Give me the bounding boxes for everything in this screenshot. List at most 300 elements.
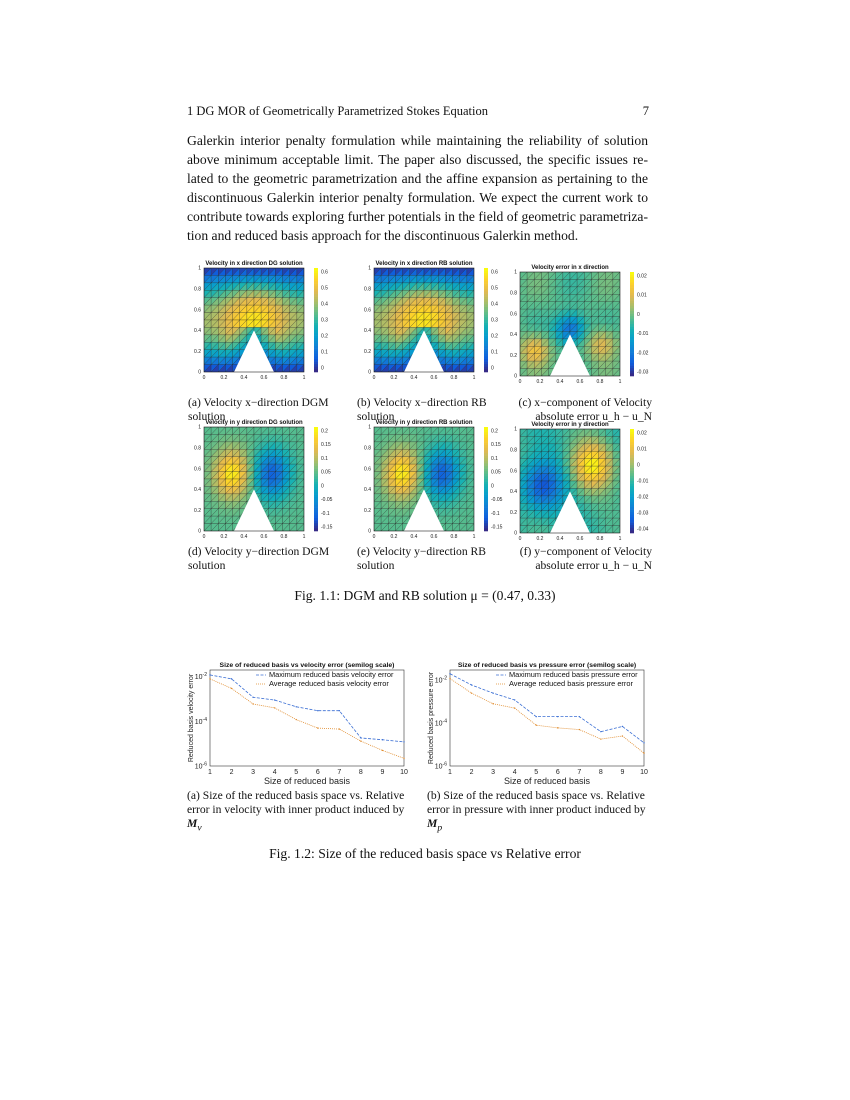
colorbar-segment [314,273,318,276]
colorbar-segment [314,505,318,508]
colorbar-segment [630,502,634,505]
colorbar-label: 0.5 [321,285,328,292]
y-tick-label: 0.2 [510,352,517,359]
colorbar-segment [314,450,318,453]
subcaption-line: (e) Velocity y−direction RB [357,545,486,558]
colorbar-segment [314,471,318,474]
x-tick-label: 1 [302,375,306,381]
colorbar-segment [314,440,318,443]
y-tick-label: $10^{-2}$ [434,675,447,685]
colorbar-segment [314,476,318,479]
y-tick-label: $10^{-4}$ [194,716,207,726]
colorbar-segment [484,508,488,511]
colorbar-segment [314,461,318,464]
x-tick-label: 10 [640,769,648,776]
legend-label: Maximum reduced basis velocity error [269,670,394,679]
colorbar-segment [630,303,634,306]
colorbar-segment [484,278,488,281]
colorbar-segment [630,520,634,523]
colorbar-segment [630,468,634,471]
colorbar-label: 0.02 [637,273,647,280]
colorbar-segment [314,443,318,446]
colorbar-segment [484,497,488,500]
x-tick-label: 0.4 [410,375,418,381]
colorbar-segment [314,278,318,281]
data-point [622,735,623,736]
data-point [339,728,340,729]
colorbar-segment [484,289,488,292]
colorbar-label: -0.02 [637,494,649,501]
colorbar-segment [484,502,488,505]
x-tick-label: 0.6 [576,379,584,385]
subcaption-b [357,396,507,424]
colorbar-segment [630,437,634,440]
pressure-error-chart [426,658,656,786]
x-tick-label: 0.4 [240,534,248,540]
colorbar-label: 0.02 [637,430,647,437]
data-point [536,716,537,717]
colorbar-segment [630,442,634,445]
y-tick-label: 0.6 [194,307,201,314]
colorbar-segment [484,341,488,344]
colorbar-segment [314,458,318,461]
colorbar-segment [630,515,634,518]
y-tick-label: 0.2 [364,507,371,514]
x-tick-label: 4 [272,769,277,776]
x-tick-label: 9 [620,769,625,776]
colorbar-segment [314,432,318,435]
colorbar-label: 0.2 [491,333,498,340]
colorbar-label: -0.03 [637,510,649,517]
colorbar-segment [484,315,488,318]
subcaption-line: solution [357,559,395,572]
x-tick-label: 1 [472,534,476,540]
colorbar-segment [314,510,318,513]
data-point [622,726,623,727]
colorbar-segment [314,495,318,498]
colorbar-segment [484,523,488,526]
colorbar-segment [484,456,488,459]
colorbar-segment [484,453,488,456]
colorbar-segment [484,469,488,472]
colorbar-segment [314,456,318,459]
colorbar-segment [314,320,318,323]
para-line: discontinuous Galerkin interior penalty formulation. We expect the current work to [187,190,648,206]
colorbar-segment [314,453,318,456]
colorbar-segment [314,469,318,472]
colorbar-segment [314,521,318,524]
pressure-error-svg [426,658,656,786]
colorbar-segment [630,465,634,468]
colorbar-segment [314,307,318,310]
solution-plot [186,417,336,545]
colorbar-segment [630,460,634,463]
colorbar-segment [314,346,318,349]
subcaption-line: solution [188,559,226,572]
para-line: tion and reduced basis approach for the discontinuous Galerkin method. [187,228,579,244]
solution-panel [356,258,506,386]
body-paragraph [187,131,648,246]
y-tick-label: 0.8 [510,290,517,297]
x-tick-label: 0.2 [536,379,544,385]
colorbar-segment [314,448,318,451]
colorbar-label: -0.05 [321,497,333,504]
colorbar-label: -0.15 [321,524,333,531]
subcaption-2b [427,789,652,835]
colorbar-segment [314,276,318,279]
x-tick-label: 0.2 [220,534,228,540]
colorbar-segment [484,432,488,435]
colorbar-label: 0 [321,365,324,372]
colorbar-segment [630,316,634,319]
y-tick-label: 0.6 [364,307,371,314]
colorbar-segment [314,463,318,466]
colorbar-segment [630,486,634,489]
colorbar-segment [484,304,488,307]
colorbar-label: 0.01 [637,446,647,453]
colorbar-segment [484,356,488,359]
colorbar-segment [630,277,634,280]
colorbar-segment [314,482,318,485]
x-tick-label: 0.2 [536,536,544,542]
subcaption-d [188,545,348,573]
x-tick-label: 0.8 [280,375,288,381]
x-tick-label: 0.8 [596,536,604,542]
series-line [450,679,644,754]
colorbar-segment [484,440,488,443]
data-point [449,678,450,679]
colorbar-segment [484,362,488,365]
colorbar-segment [630,358,634,361]
colorbar-segment [630,484,634,487]
y-axis-label: Reduced basis pressure error [428,671,435,765]
x-tick-label: 0.6 [260,375,268,381]
data-point [382,739,383,740]
x-tick-label: 1 [618,379,622,385]
colorbar-segment [484,312,488,315]
panel-title: Velocity error in y direction [531,422,609,428]
data-point [643,742,644,743]
colorbar-segment [630,324,634,327]
x-tick-label: 0 [518,536,522,542]
x-axis-label: Size of reduced basis [503,776,591,786]
colorbar-segment [630,285,634,288]
data-point [317,727,318,728]
y-tick-label: 0.2 [510,509,517,516]
colorbar-label: 0.3 [321,317,328,324]
y-tick-label: 0.6 [510,311,517,318]
colorbar-label: -0.1 [321,510,330,517]
colorbar-segment [484,336,488,339]
colorbar-segment [630,510,634,513]
colorbar-segment [484,458,488,461]
colorbar-segment [484,346,488,349]
colorbar-segment [630,473,634,476]
page-number: 7 [642,104,649,118]
x-tick-label: 0.8 [450,375,458,381]
colorbar-label: 0.1 [491,455,498,462]
colorbar-segment [314,281,318,284]
y-tick-label: 0.6 [194,466,201,473]
colorbar-label: 0.05 [321,469,331,476]
solution-panel [186,417,336,545]
colorbar-segment [630,499,634,502]
data-point [252,703,253,704]
colorbar-segment [484,369,488,372]
data-point [579,729,580,730]
x-tick-label: 0 [372,534,376,540]
colorbar-label: 0.1 [491,349,498,356]
colorbar-segment [484,325,488,328]
colorbar-segment [630,489,634,492]
colorbar-segment [630,275,634,278]
colorbar-segment [630,504,634,507]
colorbar-segment [314,286,318,289]
x-tick-label: 0.4 [556,379,564,385]
colorbar-segment [314,341,318,344]
y-tick-label: 0.4 [364,487,371,494]
y-tick-label: 0.8 [194,286,201,293]
colorbar-segment [630,314,634,317]
y-tick-label: 1 [514,426,517,433]
colorbar-segment [314,367,318,370]
solution-plot [502,262,652,390]
x-tick-label: 0.4 [240,375,248,381]
x-tick-label: 0.6 [430,534,438,540]
data-point [514,699,515,700]
subcaption-line: error in velocity with inner product induced by [187,803,405,816]
colorbar-label: 0 [491,483,494,490]
x-tick-label: 0.6 [430,375,438,381]
matrix-subscript: p [437,822,443,834]
colorbar-label: 0.6 [491,269,498,276]
x-tick-label: 8 [358,769,363,776]
x-tick-label: 0.8 [596,379,604,385]
colorbar-segment [630,366,634,369]
colorbar-segment [314,315,318,318]
x-tick-label: 1 [472,375,476,381]
colorbar-segment [314,489,318,492]
data-point [274,699,275,700]
colorbar-segment [314,479,318,482]
x-tick-label: 8 [598,769,603,776]
subcaption-line: solution [357,410,395,423]
data-point [492,703,493,704]
x-tick-label: 0.2 [390,534,398,540]
colorbar-segment [630,371,634,374]
colorbar-segment [314,484,318,487]
colorbar-segment [484,268,488,271]
colorbar-segment [484,328,488,331]
x-tick-label: 1 [618,536,622,542]
x-tick-label: 1 [208,769,212,776]
data-point [600,738,601,739]
colorbar-segment [630,447,634,450]
y-tick-label: 0.8 [364,445,371,452]
data-point [209,678,210,679]
x-tick-label: 6 [555,769,560,776]
para-line: above minimum acceptable limit. The paper also discussed, the specific issues re- [187,152,648,168]
colorbar-segment [630,476,634,479]
subcaption-e [357,545,507,573]
x-tick-label: 0 [202,375,206,381]
colorbar-segment [630,494,634,497]
colorbar-segment [314,297,318,300]
solution-panel [356,417,506,545]
colorbar-segment [630,329,634,332]
colorbar-segment [484,359,488,362]
x-tick-label: 10 [400,769,408,776]
colorbar-segment [314,437,318,440]
colorbar-label: -0.01 [637,331,649,338]
x-tick-label: 0.4 [556,536,564,542]
colorbar-segment [314,364,318,367]
colorbar-segment [314,356,318,359]
data-point [317,710,318,711]
colorbar-label: 0.4 [321,301,328,308]
solution-plot [356,417,506,545]
colorbar-segment [314,289,318,292]
y-tick-label: 1 [198,265,201,272]
colorbar-label: -0.03 [637,369,649,376]
y-tick-label: 1 [514,269,517,276]
matrix-symbol: M [427,817,438,830]
colorbar-segment [484,474,488,477]
x-tick-label: 0.2 [220,375,228,381]
y-tick-label: 0 [198,369,201,376]
colorbar-segment [484,479,488,482]
colorbar-segment [630,345,634,348]
subcaption-line: solution [188,410,226,423]
y-tick-label: 0.8 [364,286,371,293]
colorbar-segment [314,271,318,274]
y-tick-label: 1 [368,265,371,272]
colorbar-segment [314,304,318,307]
colorbar-segment [314,526,318,529]
x-tick-label: 5 [534,769,539,776]
colorbar-segment [314,312,318,315]
colorbar-segment [630,353,634,356]
colorbar-label: 0 [637,311,640,318]
panel-title: Velocity in x direction RB solution [375,261,473,267]
colorbar-segment [630,332,634,335]
colorbar-segment [484,510,488,513]
data-point [296,706,297,707]
colorbar-segment [484,291,488,294]
subcaption-line: (b) Size of the reduced basis space vs. Relative [427,789,645,802]
colorbar-label: -0.04 [637,526,649,533]
para-line: Galerkin interior penalty formulation while maintaining the reliability of solution [187,133,648,148]
colorbar-segment [630,455,634,458]
y-tick-label: 0 [368,528,371,535]
panel-title: Velocity in y direction RB solution [375,420,473,426]
colorbar-segment [484,330,488,333]
colorbar-segment [314,487,318,490]
data-point [382,750,383,751]
colorbar-segment [314,513,318,516]
colorbar-segment [484,364,488,367]
colorbar-segment [314,359,318,362]
colorbar-segment [630,429,634,432]
data-point [449,673,450,674]
x-tick-label: 7 [337,769,342,776]
data-point [557,716,558,717]
subcaption-c [507,396,652,424]
colorbar-segment [630,301,634,304]
solution-plot [186,258,336,386]
colorbar-segment [630,342,634,345]
colorbar-segment [630,350,634,353]
x-tick-label: 2 [229,769,234,776]
data-point [471,684,472,685]
x-tick-label: 0 [202,534,206,540]
x-tick-label: 3 [251,769,256,776]
velocity-error-chart [186,658,416,786]
subcaption-line: absolute error u_h − u_N [535,559,652,572]
colorbar-segment [630,373,634,376]
subcaption-2a [187,789,412,835]
colorbar-segment [314,354,318,357]
x-tick-label: 5 [294,769,299,776]
colorbar-segment [484,351,488,354]
colorbar-segment [314,310,318,313]
colorbar-segment [314,268,318,271]
colorbar-segment [630,298,634,301]
x-tick-label: 0.6 [576,536,584,542]
y-tick-label: 0.2 [194,507,201,514]
colorbar-segment [314,369,318,372]
colorbar-segment [314,427,318,430]
data-point [360,740,361,741]
colorbar-segment [484,450,488,453]
colorbar-segment [630,334,634,337]
page-header [187,104,647,119]
colorbar-label: 0.05 [491,469,501,476]
subcaption-line: (f) y−component of Velocity [519,545,652,558]
colorbar-segment [630,481,634,484]
subcaption-line: (b) Velocity x−direction RB [357,396,487,409]
data-point [557,727,558,728]
y-tick-label: $10^{-6}$ [434,761,447,771]
colorbar-segment [484,435,488,438]
data-point [514,707,515,708]
colorbar-label: 0.1 [321,349,328,356]
colorbar-label: -0.05 [491,497,503,504]
data-point [252,697,253,698]
y-tick-label: 0.2 [194,348,201,355]
colorbar-segment [484,476,488,479]
colorbar-segment [630,463,634,466]
y-tick-label: 0 [514,373,517,380]
colorbar-segment [630,293,634,296]
y-tick-label: 0.6 [364,466,371,473]
colorbar-segment [630,272,634,275]
solution-panel [502,262,652,390]
colorbar-segment [630,363,634,366]
panel-title: Velocity in x direction DG solution [205,261,303,267]
solution-plot [356,258,506,386]
x-tick-label: 0 [372,375,376,381]
colorbar-segment [314,515,318,518]
colorbar-segment [314,323,318,326]
colorbar-segment [314,333,318,336]
colorbar-segment [630,458,634,461]
subcaption-line: error in pressure with inner product induced by [427,803,646,816]
colorbar-segment [484,354,488,357]
colorbar-segment [484,487,488,490]
y-tick-label: 0.8 [194,445,201,452]
y-tick-label: 0.4 [510,489,517,496]
